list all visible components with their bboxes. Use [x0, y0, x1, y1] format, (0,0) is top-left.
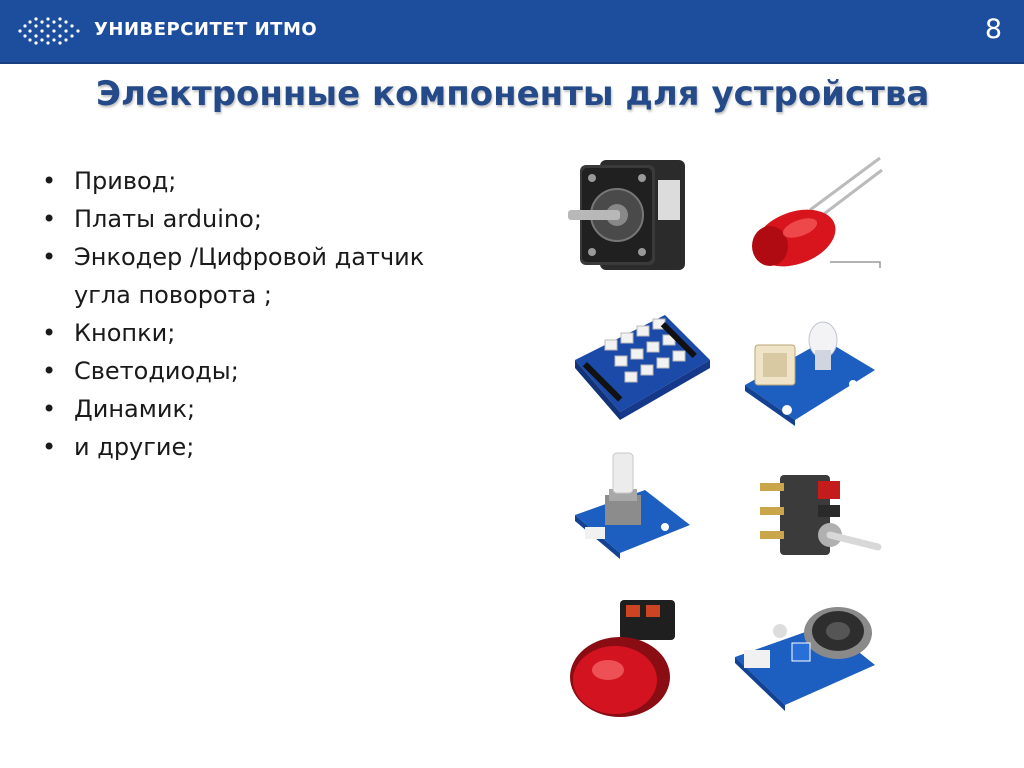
rotary-encoder-icon [565, 445, 715, 575]
red-led-image [740, 150, 890, 280]
toggle-switch-icon [740, 445, 890, 575]
slide-title: Электронные компоненты для устройства [96, 74, 930, 114]
bullet-list [40, 162, 480, 466]
red-push-button-icon [560, 595, 710, 725]
toggle-switch-image [740, 445, 890, 575]
red-push-button-image [560, 595, 710, 725]
speaker-module-icon [730, 595, 880, 725]
bullet-item: • Привод; [40, 162, 480, 200]
page-number: 8 [984, 14, 1002, 45]
led-module-image [735, 300, 885, 430]
speaker-module-image [730, 595, 880, 725]
header-bar [0, 0, 1024, 64]
itmo-logo-icon [16, 14, 86, 48]
stepper-motor-image [560, 150, 710, 280]
arduino-shield-icon [565, 300, 715, 430]
led-module-icon [735, 300, 885, 430]
bullet-item: • Динамик; [40, 390, 480, 428]
bullet-item: • Энкодер /Цифровой датчик [40, 238, 480, 276]
bullet-item: • и другие; [40, 428, 480, 466]
rotary-encoder-image [565, 445, 715, 575]
bullet-item: • Платы arduino; [40, 200, 480, 238]
arduino-shield-image [565, 300, 715, 430]
org-name: УНИВЕРСИТЕТ ИТМО [94, 19, 318, 40]
bullet-item: • Светодиоды; [40, 352, 480, 390]
stepper-motor-icon [560, 150, 710, 280]
bullet-item: • Кнопки; [40, 314, 480, 352]
red-led-icon [740, 150, 890, 280]
bullet-item-continuation: угла поворота ; [74, 281, 273, 309]
